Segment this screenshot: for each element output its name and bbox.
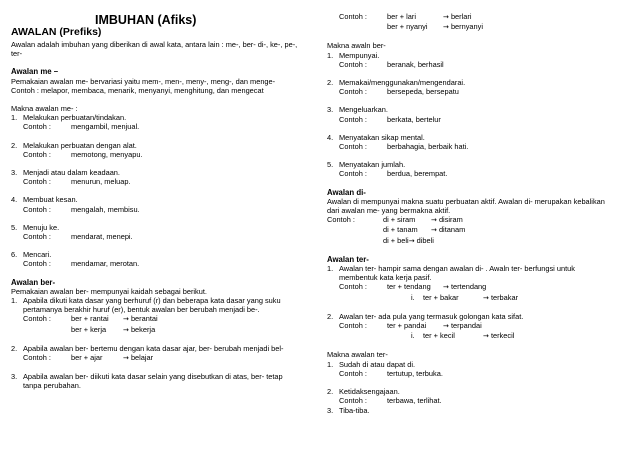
item-text: Melakukan perbuatan/tindakan. (23, 113, 127, 123)
item-number: 2. (11, 140, 18, 150)
item-text: Apabila awalan ber- diikuti kata dasar selain yang disebutkan di atas, ber- tetap (23, 372, 283, 382)
item-number: 1. (11, 296, 18, 306)
item-text: Menyatakan jumlah. (339, 160, 406, 170)
item-number: 1. (327, 359, 334, 369)
contoh-label: Contoh : (339, 87, 367, 97)
item-example: bersepeda, bersepatu (387, 87, 459, 97)
item-number: 3. (327, 405, 334, 415)
example-formula: ter + tendang (387, 282, 431, 292)
item-example: memotong, menyapu. (71, 149, 143, 159)
item-text-cont: membentuk kata kerja pasif. (339, 273, 432, 283)
contoh-label: Contoh : (339, 282, 367, 292)
item-example: mengalah, membisu. (71, 204, 140, 214)
contoh-label: Contoh : (339, 368, 367, 378)
contoh-label: Contoh : (339, 169, 367, 179)
ter-makna-item (327, 406, 627, 415)
contoh-label: Contoh : (327, 215, 355, 225)
awalan-intro: Awalan adalah imbuhan yang diberikan di awal kata, antara lain : me-, ber- di-, ke-, pe-, ter- (11, 40, 298, 59)
contoh-label: Contoh : (339, 59, 367, 69)
ber-item (11, 372, 307, 390)
me-desc: Pemakaian awalan me- bervariasi yaitu mem-, men-, meny-, meng-, dan menge- (11, 76, 276, 86)
example-result: disiram (438, 215, 463, 225)
contoh-label: Contoh : (23, 177, 51, 187)
ber-item (11, 344, 307, 363)
contoh-label: Contoh : (23, 353, 51, 363)
arrow-right-icon: → (431, 216, 437, 225)
di-desc: Awalan di mempunyai makna suatu perbuatan aktif. Awalan di- merupakan kebalikan (327, 196, 605, 206)
item-example: mendamar, merotan. (71, 259, 140, 269)
item-text: Melakukan perbuatan dengan alat. (23, 140, 137, 150)
arrow-right-icon: → (443, 283, 449, 292)
awalan-heading: AWALAN (Prefiks) (11, 26, 102, 38)
ber-makna-item (327, 160, 627, 178)
item-number: 5. (327, 160, 334, 170)
example-formula: ber + rantai (71, 314, 109, 324)
ber-makna-item (327, 133, 627, 151)
example-result: bernyanyi (450, 22, 483, 32)
item-number: 2. (327, 78, 334, 88)
arrow-right-icon: → (431, 226, 437, 235)
item-example: beranak, berhasil (387, 59, 444, 69)
me-item (11, 141, 307, 159)
example-result: terpandai (450, 321, 482, 331)
ter-heading: Awalan ter- (327, 254, 369, 264)
ber-heading: Awalan ber- (11, 277, 56, 287)
me-example: Contoh : melapor, membaca, menarik, menyanyi, menghitung, dan mengecat (11, 85, 264, 95)
item-example: mendarat, menepi. (71, 232, 133, 242)
arrow-right-icon: → (123, 325, 129, 334)
arrow-right-icon: → (123, 315, 129, 324)
me-item (11, 195, 307, 213)
arrow-right-icon: → (443, 23, 449, 32)
me-item (11, 250, 307, 268)
arrow-right-icon: → (443, 322, 449, 331)
me-item (11, 113, 307, 131)
ber-item (11, 296, 307, 335)
item-number: 1. (11, 113, 18, 123)
item-number: 3. (11, 168, 18, 178)
ber-desc: Pemakaian awalan ber- mempunyai kaidah sebagai berikut. (11, 286, 207, 296)
arrow-right-icon: → (483, 332, 489, 341)
item-text: Sudah di atau dapat di. (339, 359, 416, 369)
example-formula: ber + kerja (71, 324, 107, 334)
item-example: menurun, meluap. (71, 177, 131, 187)
example-formula: di + tanam (383, 225, 418, 235)
ber-makna-item (327, 78, 627, 96)
item-number: 2. (11, 343, 18, 353)
arrow-right-icon: → (443, 13, 449, 21)
me-item (11, 223, 307, 241)
item-text-cont: pertamanya berakhir huruf (er), bentuk awalan ber berubah menjadi be-. (23, 305, 260, 315)
item-text: Tiba-tiba. (339, 405, 370, 415)
example-result: berlari (450, 12, 472, 21)
roman-marker: i. (411, 331, 415, 341)
item-example: mengambil, menjual. (71, 122, 140, 132)
example-result: terbakar (490, 292, 519, 302)
item-example: terbawa, terlihat. (387, 396, 442, 406)
me-makna-title: Makna awalan me- : (11, 104, 78, 114)
item-text: Menyatakan sikap mental. (339, 132, 425, 142)
di-desc-cont: dari awalan me- yang bermakna aktif. (327, 206, 451, 216)
item-text: Mencari. (23, 250, 52, 260)
item-example: berbahagia, berbaik hati. (387, 142, 469, 152)
example-formula: ter + kecil (423, 331, 455, 341)
item-text-cont: tanpa perubahan. (23, 381, 81, 391)
item-number: 1. (327, 50, 334, 60)
example-result: belajar (130, 353, 154, 363)
right-column (327, 0, 627, 415)
item-number: 5. (11, 222, 18, 232)
left-column (11, 0, 307, 391)
contoh-label: Contoh : (23, 314, 51, 324)
contoh-label: Contoh : (23, 204, 51, 214)
item-text: Membuat kesan. (23, 195, 78, 205)
example-result: ditanam (438, 225, 466, 235)
example-result: berantai (130, 314, 158, 324)
item-number: 3. (11, 372, 18, 382)
example-formula: di + siram (383, 215, 416, 225)
item-text: Apabila awalan ber- bertemu dengan kata dasar ajar, ber- berubah menjadi bel- (23, 343, 284, 353)
item-example: tertutup, terbuka. (387, 368, 443, 378)
item-text: Ketidaksengajaan. (339, 387, 400, 397)
item-number: 4. (327, 132, 334, 142)
item-text: Menuju ke. (23, 222, 60, 232)
item-example: berkata, bertelur (387, 114, 441, 124)
item-text: Memakai/menggunakan/mengendarai. (339, 78, 466, 88)
example-result: bekerja (130, 324, 156, 334)
ter-makna-title: Makna awalan ter- (327, 350, 388, 360)
example-formula: ter + pandai (387, 321, 427, 331)
item-example: berdua, berempat. (387, 169, 448, 179)
example-formula: ber + nyanyi (387, 22, 428, 32)
example-formula: ter + bakar (423, 292, 459, 302)
example-formula: ber + ajar (71, 353, 103, 363)
contoh-label: Contoh : (23, 149, 51, 159)
contoh-label: Contoh : (339, 142, 367, 152)
contoh-label: Contoh : (339, 396, 367, 406)
contoh-label: Contoh : (23, 259, 51, 269)
example-result: terkecil (490, 331, 515, 341)
arrow-right-icon: → (408, 236, 415, 245)
roman-marker: i. (411, 292, 415, 302)
contoh-label: Contoh : (23, 122, 51, 132)
item-text: Awalan ter- ada pula yang termasuk golongan kata sifat. (339, 311, 524, 321)
ber-makna-item (327, 51, 627, 69)
ter-makna-item (327, 387, 627, 405)
item-number: 2. (327, 311, 334, 321)
contoh-label: Contoh : (339, 321, 367, 331)
arrow-right-icon: → (123, 354, 129, 363)
item-text: Mengeluarkan. (339, 105, 388, 115)
arrow-right-icon: → (483, 293, 489, 302)
item-number: 3. (327, 105, 334, 115)
contoh-label: Contoh : (339, 114, 367, 124)
item-text: Awalan ter- hampir sama dengan awalan di- . Awaln ter- berfungsi untuk (339, 264, 575, 274)
item-text: Mempunyai. (339, 50, 380, 60)
ber-makna-item (327, 105, 627, 123)
me-item (11, 168, 307, 186)
ter-makna-item (327, 360, 627, 378)
example-formula: di + beli (383, 235, 409, 245)
contoh-label: Contoh : (339, 12, 367, 21)
item-number: 4. (11, 195, 18, 205)
contoh-label: Contoh : (23, 232, 51, 242)
item-number: 1. (327, 264, 334, 274)
item-number: 6. (11, 250, 18, 260)
di-heading: Awalan di- (327, 187, 366, 197)
makna-ber-title: Makna awaln ber- (327, 41, 386, 51)
example-result: dibeli (416, 235, 434, 245)
example-formula: ber + lari (387, 12, 416, 21)
page-title: IMBUHAN (Afiks) (95, 13, 197, 27)
item-text: Apabila dikuti kata dasar yang berhuruf (r) dan beberapa kata dasar yang suku (23, 296, 281, 306)
item-number: 2. (327, 387, 334, 397)
me-heading: Awalan me – (11, 67, 59, 77)
example-result: tertendang (450, 282, 487, 292)
item-text: Menjadi atau dalam keadaan. (23, 168, 120, 178)
